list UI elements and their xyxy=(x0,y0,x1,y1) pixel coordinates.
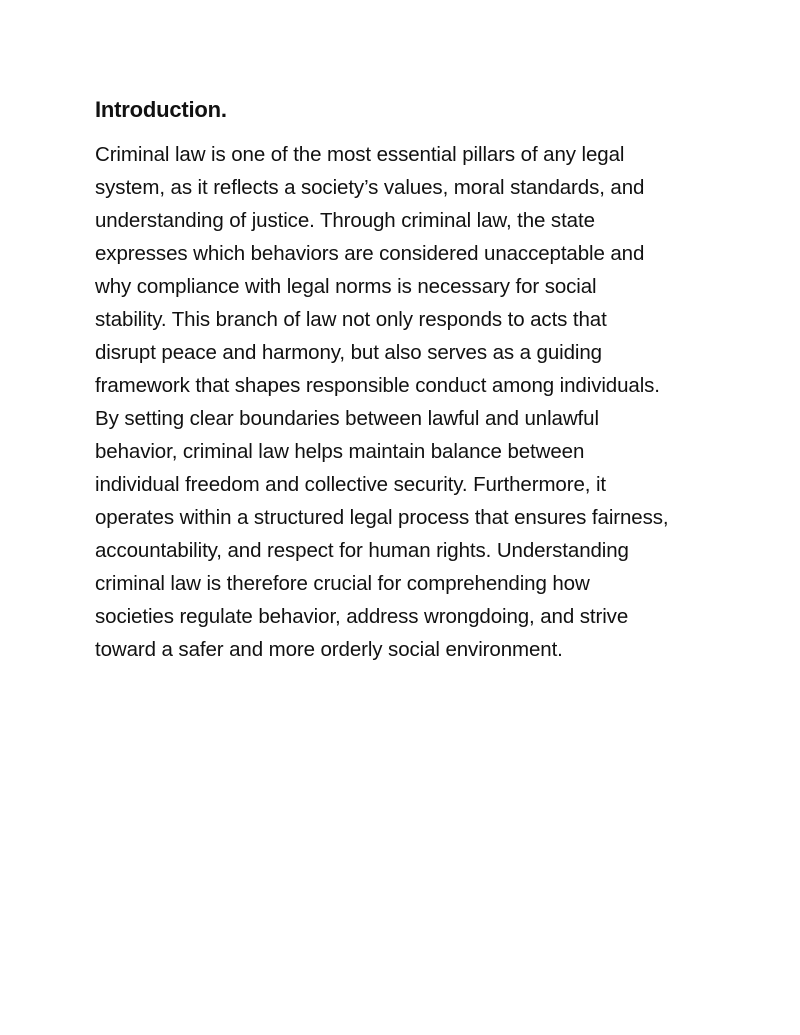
paragraph-line: toward a safer and more orderly social environment. xyxy=(95,638,563,661)
document-content xyxy=(95,92,725,666)
paragraph-line: operates within a structured legal process that ensures fairness, xyxy=(95,506,669,529)
paragraph-line: individual freedom and collective security. Furthermore, it xyxy=(95,473,606,496)
paragraph-line: expresses which behaviors are considered unacceptable and xyxy=(95,242,645,265)
paragraph-line: Criminal law is one of the most essential pillars of any legal xyxy=(95,143,625,166)
paragraph-line: framework that shapes responsible conduct among individuals. xyxy=(95,374,660,397)
paragraph-line: disrupt peace and harmony, but also serves as a guiding xyxy=(95,341,602,364)
paragraph-line: criminal law is therefore crucial for comprehending how xyxy=(95,572,590,595)
paragraph-line: societies regulate behavior, address wrongdoing, and strive xyxy=(95,605,629,628)
paragraph-line: why compliance with legal norms is necessary for social xyxy=(95,275,597,298)
paragraph-line: accountability, and respect for human rights. Understanding xyxy=(95,539,629,562)
paragraph-line: system, as it reflects a society’s values, moral standards, and xyxy=(95,176,645,199)
paragraph-line: By setting clear boundaries between lawful and unlawful xyxy=(95,407,599,430)
paragraph-line: stability. This branch of law not only responds to acts that xyxy=(95,308,607,331)
section-heading: Introduction. xyxy=(95,97,227,122)
paragraph-line: understanding of justice. Through criminal law, the state xyxy=(95,209,595,232)
body-paragraph xyxy=(95,138,725,666)
paragraph-line: behavior, criminal law helps maintain balance between xyxy=(95,440,585,463)
